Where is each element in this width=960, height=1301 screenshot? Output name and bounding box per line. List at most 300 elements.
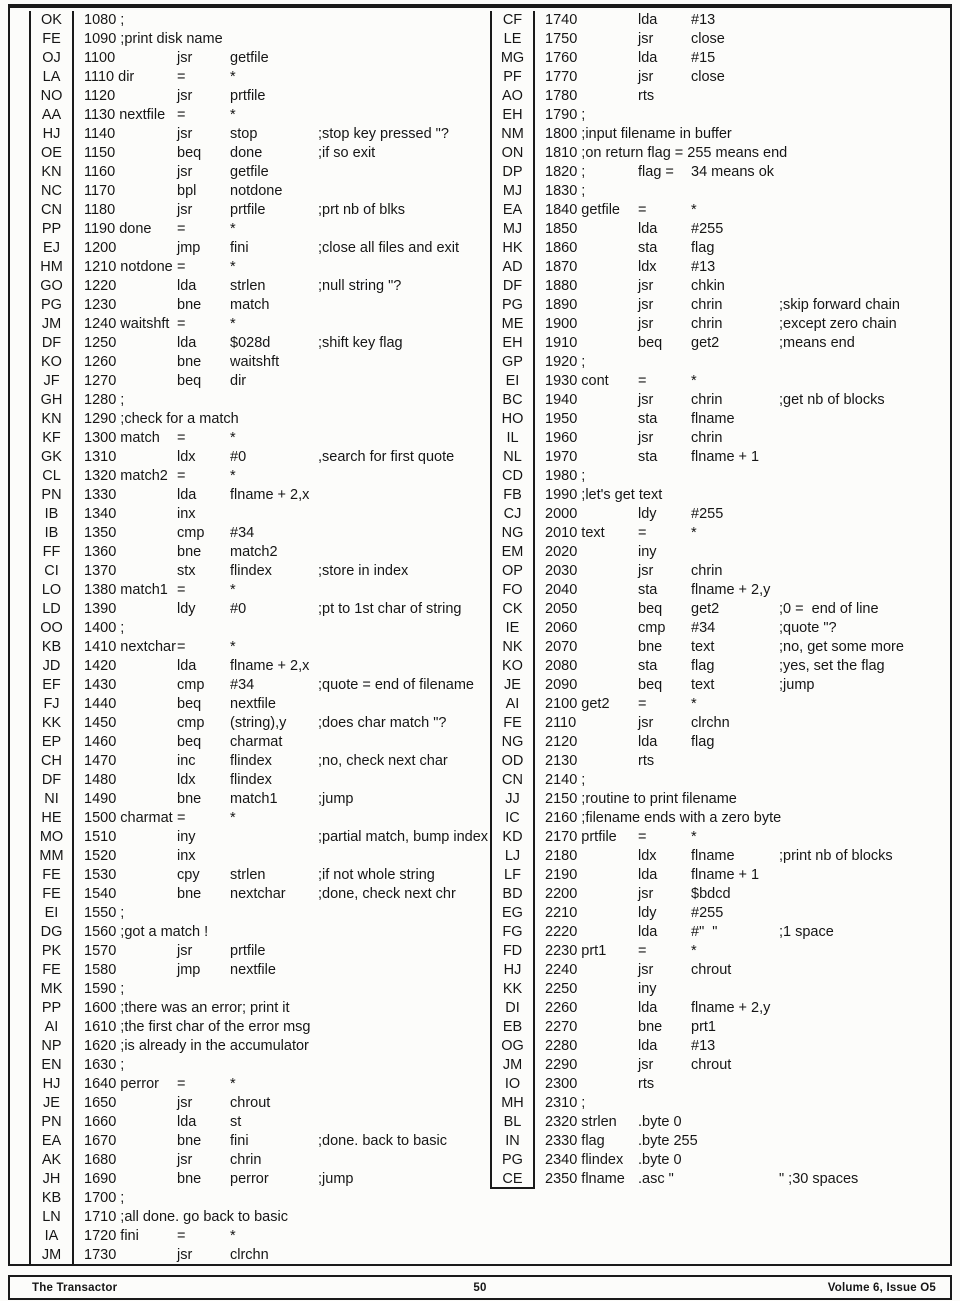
operand: flname + 2,x (230, 658, 310, 674)
opcode: inc (177, 753, 196, 769)
code-line (535, 714, 920, 733)
checksum-cell: MO (29, 828, 74, 847)
line-number-and-label: 1790 ; (545, 107, 586, 123)
operand: dir (230, 373, 247, 389)
code-row (29, 372, 459, 391)
code-row (490, 999, 920, 1018)
code-line (535, 581, 920, 600)
opcode: sta (638, 240, 658, 256)
checksum-cell: BD (490, 885, 535, 904)
line-number-and-label: 1380 match1 (84, 582, 168, 598)
opcode: sta (638, 658, 658, 674)
line-number-and-label: 1230 (84, 297, 117, 313)
operand: strlen (230, 867, 266, 883)
operand: flag (691, 734, 715, 750)
opcode: jsr (177, 943, 193, 959)
checksum-cell: IL (490, 429, 535, 448)
opcode: bne (177, 1133, 202, 1149)
line-number-and-label: 2250 (545, 981, 578, 997)
operand: charmat (230, 734, 283, 750)
checksum-cell: IN (490, 1132, 535, 1151)
line-number-and-label: 1950 (545, 411, 578, 427)
opcode: jsr (638, 297, 654, 313)
opcode: jsr (638, 430, 654, 446)
code-line (74, 695, 459, 714)
line-number-and-label: 1920 ; (545, 354, 586, 370)
operand: notdone (230, 183, 283, 199)
code-line (74, 1189, 459, 1208)
line-number-and-label: 2330 flag (545, 1133, 605, 1149)
line-number-and-label: 1990 ;let's get text (545, 487, 663, 503)
checksum-cell: CD (490, 467, 535, 486)
code-row (29, 1170, 459, 1189)
checksum-cell: PG (490, 1151, 535, 1170)
opcode: lda (638, 1000, 658, 1016)
line-number-and-label: 1220 (84, 278, 117, 294)
checksum-cell: OJ (29, 49, 74, 68)
code-line (535, 49, 920, 68)
opcode: lda (638, 50, 658, 66)
code-line (74, 1075, 459, 1094)
code-line (535, 391, 920, 410)
line-number-and-label: 1710 ;all done. go back to basic (84, 1209, 288, 1225)
operand: #255 (691, 221, 724, 237)
line-number-and-label: 1620 ;is already in the accumulator (84, 1038, 309, 1054)
checksum-cell: FF (29, 543, 74, 562)
opcode: lda (638, 221, 658, 237)
code-line (535, 125, 920, 144)
line-number-and-label: 1210 notdone (84, 259, 173, 275)
line-number-and-label: 2290 (545, 1057, 578, 1073)
code-row (29, 1018, 459, 1037)
checksum-cell: JH (29, 1170, 74, 1189)
code-row (490, 429, 920, 448)
opcode: = (177, 582, 186, 598)
checksum-cell: MM (29, 847, 74, 866)
code-column-right (490, 11, 920, 1189)
opcode: .byte 0 (638, 1114, 682, 1130)
line-number-and-label: 1860 (545, 240, 578, 256)
line-number-and-label: 1340 (84, 506, 117, 522)
operand: #0 (230, 601, 247, 617)
checksum-cell: NP (29, 1037, 74, 1056)
checksum-cell: EP (29, 733, 74, 752)
opcode: = (177, 221, 186, 237)
operand: chkin (691, 278, 725, 294)
checksum-cell: FE (490, 714, 535, 733)
opcode: jsr (638, 316, 654, 332)
operand: * (230, 69, 236, 85)
code-line (74, 1056, 459, 1075)
opcode: rts (638, 753, 655, 769)
opcode: jsr (638, 962, 654, 978)
code-line (74, 486, 459, 505)
operand: prtfile (230, 943, 266, 959)
code-row (29, 334, 459, 353)
opcode: = (177, 810, 186, 826)
line-number-and-label: 2200 (545, 886, 578, 902)
operand: flindex (230, 772, 272, 788)
code-row (490, 866, 920, 885)
operand: close (691, 69, 725, 85)
checksum-cell: DP (490, 163, 535, 182)
code-line (74, 524, 459, 543)
code-row (490, 486, 920, 505)
line-number-and-label: 2140 ; (545, 772, 586, 788)
line-number-and-label: 2160 ;filename ends with a zero byte (545, 810, 782, 826)
code-line (535, 505, 920, 524)
operand: * (230, 107, 236, 123)
code-row (490, 125, 920, 144)
opcode: bne (638, 639, 663, 655)
checksum-cell: CF (490, 11, 535, 30)
code-line (535, 467, 920, 486)
comment: ;stop key pressed "? (318, 126, 449, 142)
line-number-and-label: 1940 (545, 392, 578, 408)
opcode: lda (177, 278, 197, 294)
line-number-and-label: 1350 (84, 525, 117, 541)
code-line (74, 809, 459, 828)
code-line (74, 163, 459, 182)
code-row (490, 543, 920, 562)
checksum-cell: KD (490, 828, 535, 847)
operand: #15 (691, 50, 716, 66)
opcode: ldx (638, 259, 657, 275)
comment: ;prt nb of blks (318, 202, 406, 218)
operand: * (230, 259, 236, 275)
line-number-and-label: 2080 (545, 658, 578, 674)
line-number-and-label: 1720 fini (84, 1228, 139, 1244)
checksum-cell: DF (490, 277, 535, 296)
operand: waitshft (230, 354, 280, 370)
code-row (490, 258, 920, 277)
checksum-cell: EH (490, 334, 535, 353)
code-line (74, 999, 459, 1018)
opcode: beq (638, 335, 663, 351)
line-number-and-label: 1170 (84, 183, 116, 199)
code-line (535, 68, 920, 87)
code-line (74, 201, 459, 220)
opcode: bne (177, 1171, 202, 1187)
operand: #13 (691, 1038, 716, 1054)
opcode: = (177, 107, 186, 123)
code-row (490, 296, 920, 315)
code-row (29, 1227, 459, 1246)
opcode: lda (638, 1038, 658, 1054)
code-line (535, 11, 920, 30)
code-row (490, 771, 920, 790)
code-line (74, 828, 489, 847)
checksum-cell: NM (490, 125, 535, 144)
line-number-and-label: 1760 (545, 50, 578, 66)
line-number-and-label: 1330 (84, 487, 117, 503)
code-row (29, 11, 459, 30)
checksum-cell: KB (29, 1189, 74, 1208)
operand: prtfile (230, 88, 266, 104)
checksum-cell: KN (29, 410, 74, 429)
checksum-cell: JE (29, 1094, 74, 1113)
opcode: bne (177, 791, 202, 807)
code-line (535, 220, 920, 239)
checksum-cell: LJ (490, 847, 535, 866)
code-line (74, 1227, 459, 1246)
code-line (535, 809, 920, 828)
checksum-cell: HK (490, 239, 535, 258)
code-line (74, 372, 459, 391)
opcode: lda (177, 487, 197, 503)
checksum-cell: DF (29, 334, 74, 353)
checksum-cell: CE (490, 1170, 535, 1189)
opcode: bne (638, 1019, 663, 1035)
code-listing-box (8, 4, 952, 1266)
code-row (29, 676, 474, 695)
code-line (535, 486, 920, 505)
code-line (535, 904, 920, 923)
code-line (74, 961, 459, 980)
code-row (490, 752, 920, 771)
line-number-and-label: 2240 (545, 962, 578, 978)
line-number-and-label: 1400 ; (84, 620, 125, 636)
line-number-and-label: 2180 (545, 848, 578, 864)
code-row (29, 391, 459, 410)
line-number-and-label: 1270 (84, 373, 117, 389)
opcode: ldx (638, 848, 657, 864)
code-line (535, 524, 920, 543)
line-number-and-label: 1580 (84, 962, 117, 978)
code-line (535, 258, 920, 277)
line-number-and-label: 1470 (84, 753, 117, 769)
operand: chrin (691, 297, 723, 313)
footer-bar (8, 1275, 952, 1300)
code-row (490, 562, 920, 581)
opcode: iny (177, 829, 196, 845)
operand: nextfile (230, 696, 276, 712)
code-line (74, 296, 459, 315)
line-number-and-label: 1880 (545, 278, 578, 294)
comment: ;does char match "? (318, 715, 447, 731)
code-line (74, 1170, 459, 1189)
code-line (74, 866, 459, 885)
opcode: cmp (177, 715, 205, 731)
checksum-cell: HE (29, 809, 74, 828)
operand: chrin (691, 430, 723, 446)
opcode: = (177, 316, 186, 332)
line-number-and-label: 2130 (545, 753, 578, 769)
line-number-and-label: 2010 text (545, 525, 605, 541)
code-row (29, 942, 459, 961)
code-row (29, 1208, 459, 1227)
comment: " ;30 spaces (779, 1171, 859, 1187)
code-line (535, 752, 920, 771)
checksum-cell: CL (29, 467, 74, 486)
checksum-cell: EF (29, 676, 74, 695)
line-number-and-label: 1460 (84, 734, 117, 750)
opcode: = (638, 696, 647, 712)
code-row (490, 467, 920, 486)
code-line (74, 733, 459, 752)
code-line (535, 676, 920, 695)
code-line (535, 961, 920, 980)
checksum-cell: EI (29, 904, 74, 923)
checksum-cell: CN (490, 771, 535, 790)
opcode: jsr (177, 164, 193, 180)
opcode: cmp (638, 620, 666, 636)
line-number-and-label: 1480 (84, 772, 117, 788)
code-row (29, 847, 459, 866)
checksum-cell: LD (29, 600, 74, 619)
line-number-and-label: 1410 nextchar (84, 639, 176, 655)
opcode: sta (638, 449, 658, 465)
opcode: sta (638, 582, 658, 598)
code-row (29, 1246, 459, 1265)
line-number-and-label: 2170 prtfile (545, 829, 617, 845)
opcode: bne (177, 297, 202, 313)
line-number-and-label: 1640 perror (84, 1076, 159, 1092)
checksum-cell: FJ (29, 695, 74, 714)
operand: #13 (691, 12, 716, 28)
operand: flname (691, 411, 735, 427)
code-line (74, 182, 459, 201)
code-line (74, 448, 459, 467)
code-row (29, 353, 459, 372)
code-row (490, 980, 920, 999)
checksum-cell: FE (29, 961, 74, 980)
opcode: sta (638, 411, 658, 427)
operand: strlen (230, 278, 266, 294)
operand: getfile (230, 50, 269, 66)
line-number-and-label: 2110 (545, 715, 577, 731)
code-row (490, 163, 920, 182)
line-number-and-label: 1520 (84, 848, 117, 864)
code-row (29, 125, 459, 144)
code-line (535, 600, 920, 619)
comment: ;no, check next char (318, 753, 448, 769)
comment: ,search for first quote (318, 449, 455, 465)
line-number-and-label: 2030 (545, 563, 578, 579)
checksum-cell: PK (29, 942, 74, 961)
operand: done (230, 145, 263, 161)
code-row (29, 543, 459, 562)
code-row (29, 752, 459, 771)
operand: * (230, 582, 236, 598)
code-line (535, 448, 920, 467)
comment: ;except zero chain (779, 316, 897, 332)
operand: match (230, 297, 270, 313)
code-row (29, 486, 459, 505)
operand: #13 (691, 259, 716, 275)
code-line (74, 942, 459, 961)
line-number-and-label: 1490 (84, 791, 117, 807)
operand: * (230, 430, 236, 446)
line-number-and-label: 2000 (545, 506, 578, 522)
code-row (29, 695, 459, 714)
line-number-and-label: 2280 (545, 1038, 578, 1054)
opcode: jsr (177, 202, 193, 218)
code-line (74, 904, 459, 923)
code-row (29, 733, 459, 752)
code-line (535, 372, 920, 391)
code-row (29, 258, 459, 277)
comment: ;yes, set the flag (779, 658, 885, 674)
checksum-cell: PN (29, 1113, 74, 1132)
checksum-cell: NC (29, 182, 74, 201)
line-number-and-label: 1600 ;there was an error; print it (84, 1000, 290, 1016)
code-line (74, 543, 459, 562)
code-row (29, 638, 459, 657)
line-number-and-label: 1240 waitshft (84, 316, 170, 332)
operand: (string),y (230, 715, 287, 731)
opcode: .byte 0 (638, 1152, 682, 1168)
checksum-cell: LF (490, 866, 535, 885)
code-row (29, 296, 459, 315)
line-number-and-label: 1670 (84, 1133, 117, 1149)
opcode: inx (177, 848, 196, 864)
line-number-and-label: 1320 match2 (84, 468, 168, 484)
checksum-cell: JJ (490, 790, 535, 809)
line-number-and-label: 1550 ; (84, 905, 125, 921)
code-line (74, 353, 459, 372)
code-row (29, 885, 459, 904)
line-number-and-label: 1810 ;on return flag = 255 means end (545, 145, 788, 161)
checksum-cell: FD (490, 942, 535, 961)
code-row (490, 961, 920, 980)
line-number-and-label: 1870 (545, 259, 578, 275)
code-line (535, 1056, 920, 1075)
code-line (74, 619, 459, 638)
code-row (29, 980, 459, 999)
line-number-and-label: 2040 (545, 582, 578, 598)
code-line (535, 847, 920, 866)
opcode: = (638, 202, 647, 218)
operand: stop (230, 126, 258, 142)
code-line (535, 733, 920, 752)
line-number-and-label: 1780 (545, 88, 578, 104)
code-line (74, 600, 462, 619)
checksum-cell: IC (490, 809, 535, 828)
comment: ;skip forward chain (779, 297, 900, 313)
line-number-and-label: 1500 charmat (84, 810, 173, 826)
code-row (490, 201, 920, 220)
comment: ;done. back to basic (318, 1133, 447, 1149)
code-line (74, 505, 459, 524)
operand: nextchar (230, 886, 286, 902)
opcode: lda (177, 1114, 197, 1130)
opcode: inx (177, 506, 196, 522)
code-row (490, 1037, 920, 1056)
operand: match2 (230, 544, 278, 560)
code-row (29, 600, 462, 619)
code-line (535, 866, 920, 885)
comment: ;0 = end of line (779, 601, 879, 617)
code-line (535, 296, 920, 315)
code-line (74, 771, 459, 790)
code-row (490, 30, 920, 49)
opcode: jsr (638, 563, 654, 579)
checksum-cell: FE (29, 30, 74, 49)
checksum-cell: GP (490, 353, 535, 372)
checksum-cell: EM (490, 543, 535, 562)
comment: ;store in index (318, 563, 409, 579)
line-number-and-label: 1840 getfile (545, 202, 620, 218)
code-row (29, 448, 459, 467)
operand: #255 (691, 506, 724, 522)
line-number-and-label: 2320 strlen (545, 1114, 617, 1130)
code-line (535, 1075, 920, 1094)
checksum-cell: PP (29, 220, 74, 239)
code-line (535, 353, 920, 372)
line-number-and-label: 1970 (545, 449, 578, 465)
code-row (490, 372, 920, 391)
